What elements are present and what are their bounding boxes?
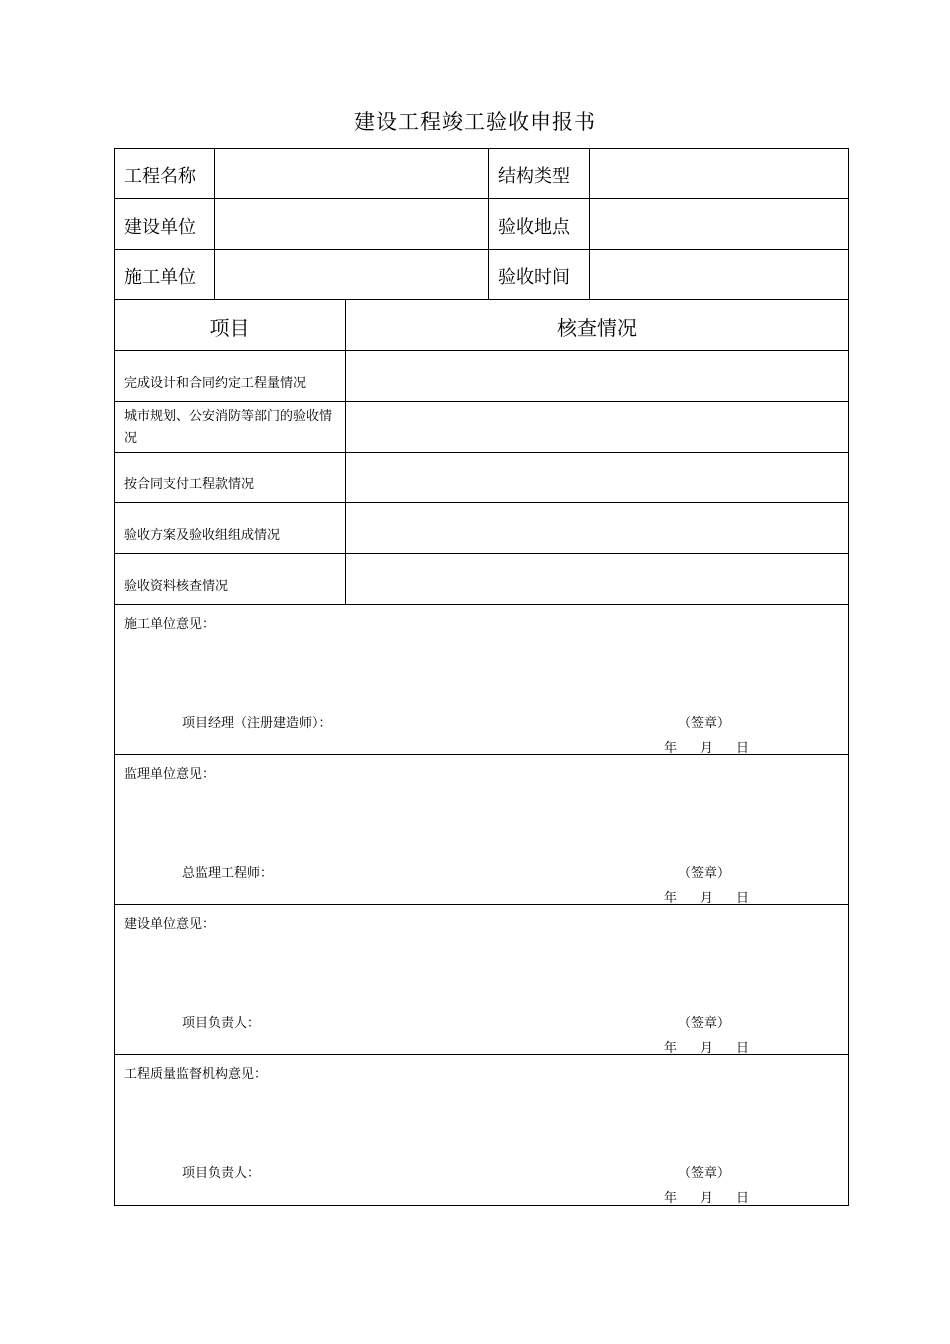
date-day: 日 (736, 1191, 750, 1206)
signer-label: 项目经理（注册建造师）： (182, 716, 332, 731)
seal-label: （签章） (678, 866, 731, 881)
label-contractor: 施工单位 (124, 267, 196, 288)
opinion-text-area[interactable] (116, 932, 847, 1002)
column-divider (345, 299, 346, 604)
date-month: 月 (700, 1041, 714, 1056)
date-day: 日 (736, 741, 750, 756)
check-item: 验收资料核查情况 (124, 579, 229, 594)
check-status-field[interactable] (347, 504, 847, 552)
column-divider (214, 148, 215, 299)
signer-label: 项目负责人： (182, 1016, 261, 1031)
date-month: 月 (700, 741, 714, 756)
row-divider (114, 350, 849, 351)
row-divider (114, 299, 849, 300)
label-acceptance-location: 验收地点 (498, 217, 570, 238)
label-project-name: 工程名称 (124, 166, 196, 187)
header-status: 核查情况 (557, 316, 637, 340)
check-item: 城市规划、公安消防等部门的验收情况 (124, 409, 333, 446)
check-item: 按合同支付工程款情况 (124, 477, 255, 492)
date-year: 年 (664, 1191, 678, 1206)
check-item: 完成设计和合同约定工程量情况 (124, 376, 307, 391)
construction-unit-field[interactable] (216, 200, 487, 248)
row-divider (114, 553, 849, 554)
signer-label: 项目负责人： (182, 1166, 261, 1181)
row-divider (114, 198, 849, 199)
structure-type-field[interactable] (591, 150, 847, 197)
date-day: 日 (736, 1041, 750, 1056)
check-item: 验收方案及验收组组成情况 (124, 528, 281, 543)
header-item: 项目 (209, 316, 250, 340)
acceptance-time-field[interactable] (591, 251, 847, 298)
opinion-text-area[interactable] (116, 632, 847, 702)
check-status-field[interactable] (347, 454, 847, 501)
row-divider (114, 604, 849, 605)
date-year: 年 (664, 1041, 678, 1056)
date-month: 月 (700, 891, 714, 906)
row-divider (114, 249, 849, 250)
signer-label: 总监理工程师： (182, 866, 274, 881)
opinion-heading: 施工单位意见： (124, 617, 216, 632)
date-year: 年 (664, 741, 678, 756)
contractor-field[interactable] (216, 251, 487, 298)
column-divider (488, 148, 489, 299)
date-year: 年 (664, 891, 678, 906)
row-divider (114, 401, 849, 402)
label-acceptance-time: 验收时间 (498, 267, 570, 288)
project-name-field[interactable] (216, 150, 487, 197)
seal-label: （签章） (678, 1166, 731, 1181)
column-divider (589, 148, 590, 299)
acceptance-location-field[interactable] (591, 200, 847, 248)
row-divider (114, 502, 849, 503)
check-status-field[interactable] (347, 555, 847, 603)
label-construction-unit: 建设单位 (124, 217, 196, 238)
check-status-field[interactable] (347, 403, 847, 451)
seal-label: （签章） (678, 716, 731, 731)
document-title: 建设工程竣工验收申报书 (354, 110, 596, 134)
row-divider (114, 452, 849, 453)
date-month: 月 (700, 1191, 714, 1206)
opinion-heading: 监理单位意见： (124, 767, 216, 782)
opinion-heading: 建设单位意见： (124, 917, 216, 932)
opinion-heading: 工程质量监督机构意见： (124, 1067, 268, 1082)
label-structure-type: 结构类型 (498, 166, 570, 187)
check-status-field[interactable] (347, 352, 847, 400)
date-day: 日 (736, 891, 750, 906)
opinion-text-area[interactable] (116, 1082, 847, 1152)
opinion-text-area[interactable] (116, 782, 847, 852)
seal-label: （签章） (678, 1016, 731, 1031)
